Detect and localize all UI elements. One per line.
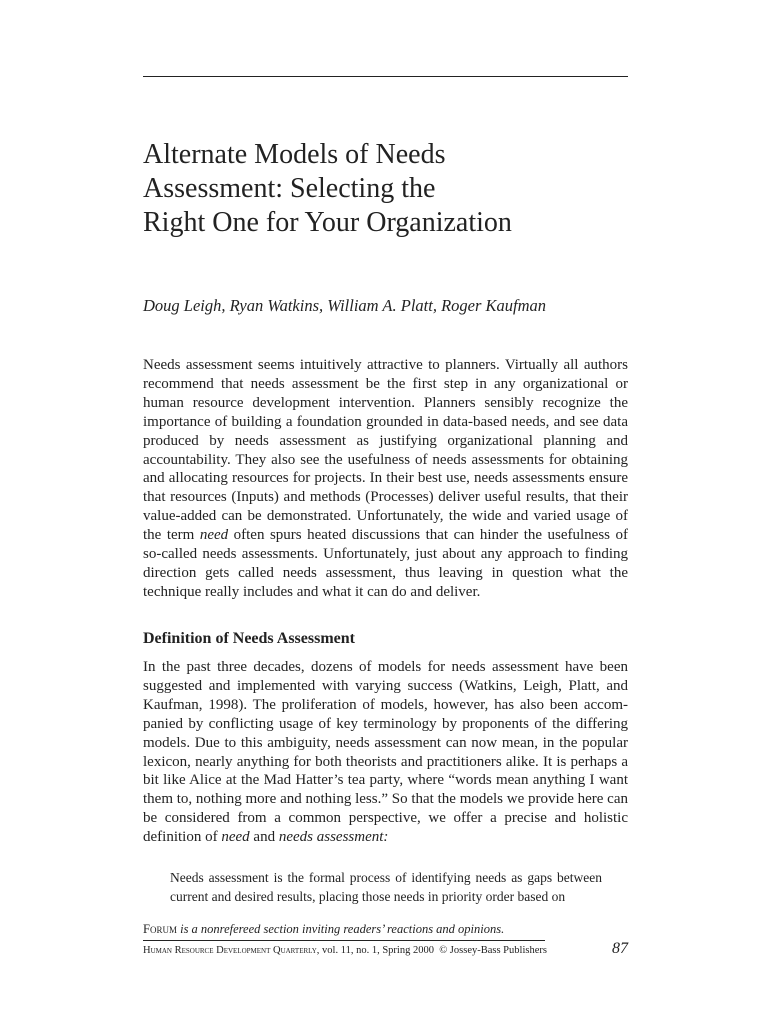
- journal-copyright: © Jossey-Bass Publishers: [439, 945, 547, 956]
- section-term-needs-assessment: needs assessment:: [278, 829, 389, 846]
- title-line-3: Right One for Your Organization: [143, 207, 512, 238]
- page-number: 87: [612, 940, 628, 957]
- journal-citation: [143, 945, 547, 956]
- intro-term-need: need: [199, 527, 229, 544]
- section-heading: Definition of Needs Assessment: [143, 630, 355, 647]
- section-text-and: and: [249, 829, 279, 846]
- journal-name: Human Resource Development Quarterly: [143, 945, 317, 956]
- title-line-1: Alternate Models of Needs: [143, 139, 446, 170]
- definition-block-quote: Needs assessment is the formal process of identifying needs as gaps between current and desired results, placing those needs in priority order based on: [170, 870, 602, 904]
- intro-text-part-2: often spurs heated discussions that can hinder the usefulness of so-called needs assessments. Unfortunately, just about any approach to finding direction gets called needs assessment, thus leaving in question what the technique really includes and what it can do and deliver.: [143, 527, 628, 600]
- title-line-2: Assessment: Selecting the: [143, 173, 436, 204]
- section-text-part-1: In the past three decades, dozens of models for needs assessment have been suggested and implemented with varying success (Watkins, Leigh, Platt, and Kaufman, 1998). The proliferation of models, however, has also been accompanied by conflicting usage of key terminology by proponents of the differing models. Due to this ambiguity, needs assessment can now mean, in the popular lexicon, nearly anything for both theorists and practitioners alike. It is perhaps a bit like Alice at the Mad Hatter’s tea party, where “words mean anything I want them to, nothing more and nothing less.” So that the models we provide here can be considered from a common perspective, we offer a precise and holistic definition of: [143, 659, 628, 846]
- header-rule: [143, 76, 628, 77]
- article-title: [143, 138, 628, 240]
- forum-word: Forum: [143, 922, 177, 936]
- section-term-need: need: [221, 829, 250, 846]
- author-list: Doug Leigh, Ryan Watkins, William A. Platt, Roger Kaufman: [143, 296, 547, 315]
- intro-text-part-1: Needs assessment seems intuitively attractive to planners. Virtually all authors recommend that needs assessment be the first step in any organizational or human resource development intervention. Planners sensibly recognize the importance of building a foundation grounded in data-based needs, and see data produced by needs assessment as justifying organizational planning and accountability. They also see the usefulness of needs assessments for obtaining and allocating resources for projects. In their best use, needs assessments ensure that resources (Inputs) and methods (Processes) deliver useful results, that their value-added can be demonstrated. Unfortunately, the wide and varied usage of the term: [143, 357, 628, 544]
- forum-note-text: is a nonrefereed section inviting readers’ reactions and opinions.: [176, 922, 505, 936]
- intro-paragraph: [143, 356, 628, 602]
- journal-volume: , vol. 11, no. 1, Spring 2000: [316, 945, 434, 956]
- forum-note: [143, 922, 628, 937]
- footer-rule: [143, 940, 545, 941]
- section-paragraph: [143, 658, 628, 847]
